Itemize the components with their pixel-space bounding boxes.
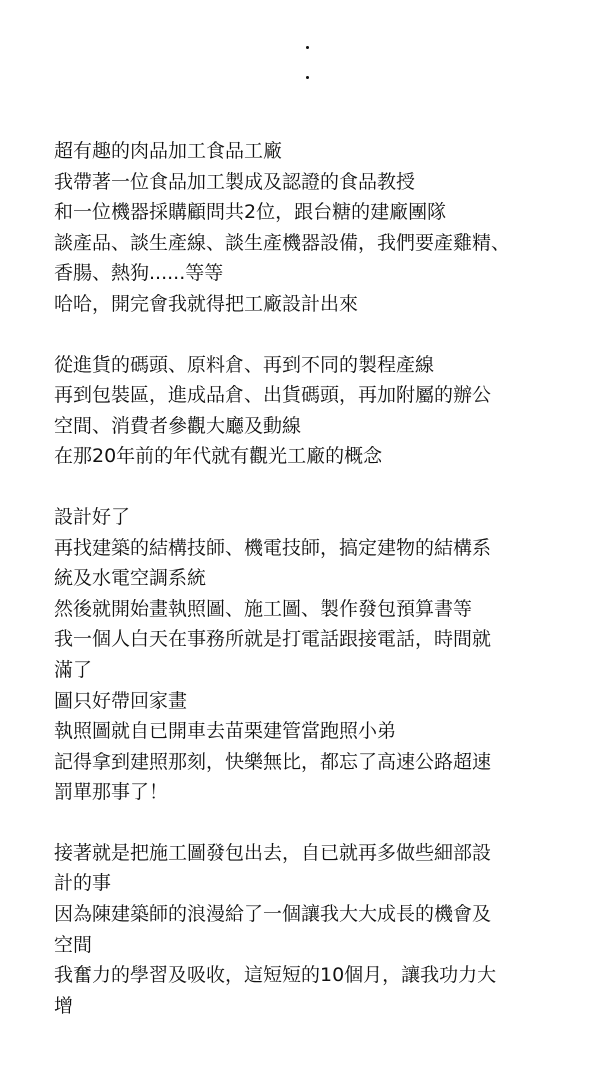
paragraph-2 xyxy=(54,350,574,472)
text-line: 增 xyxy=(54,994,74,1017)
text-line: 滿了 xyxy=(54,658,93,681)
paragraph-3 xyxy=(54,502,574,808)
text-line: 和一位機器採購顧問共2位，跟台糖的建廠團隊 xyxy=(54,201,447,224)
top-dots xyxy=(0,46,615,79)
text-line: 香腸、熱狗......等等 xyxy=(54,262,224,285)
article-body xyxy=(54,136,574,1051)
text-line: 再找建築的結構技師、機電技師，搞定建物的結構系 xyxy=(54,536,492,559)
text-line: 罰單那事了！ xyxy=(54,781,169,804)
text-line: 我奮力的學習及吸收，這短短的10個月，讓我功力大 xyxy=(54,964,497,987)
text-line: 記得拿到建照那刻，快樂無比，都忘了高速公路超速 xyxy=(54,750,492,773)
text-line: 統及水電空調系統 xyxy=(54,567,207,590)
paragraph-1 xyxy=(54,136,574,320)
text-line: 執照圖就自已開車去苗栗建管當跑照小弟 xyxy=(54,720,397,743)
text-line: 談產品、談生產線、談生產機器設備，我們要產雞精、 xyxy=(54,231,511,254)
text-line: 哈哈，開完會我就得把工廠設計出來 xyxy=(54,292,359,315)
text-line: 圖只好帶回家畫 xyxy=(54,689,188,712)
text-line: 在那20年前的年代就有觀光工廠的概念 xyxy=(54,445,383,468)
dot-separator xyxy=(306,46,309,49)
text-line: 計的事 xyxy=(54,872,112,895)
text-line: 超有趣的肉品加工食品工廠 xyxy=(54,140,283,162)
text-line: 空間、消費者參觀大廳及動線 xyxy=(54,414,302,437)
text-line: 設計好了 xyxy=(54,505,131,528)
text-line: 接著就是把施工圖發包出去，自已就再多做些細部設 xyxy=(54,841,492,864)
text-line: 因為陳建築師的浪漫給了一個讓我大大成長的機會及 xyxy=(54,903,492,926)
text-line: 我帶著一位食品加工製成及認證的食品教授 xyxy=(54,170,416,193)
text-line: 從進貨的碼頭、原料倉、再到不同的製程產線 xyxy=(54,353,435,376)
text-line: 再到包裝區，進成品倉、出貨碼頭，再加附屬的辦公 xyxy=(54,384,492,407)
text-line: 空間 xyxy=(54,933,93,956)
text-line: 我一個人白天在事務所就是打電話跟接電話，時間就 xyxy=(54,628,492,651)
text-line: 然後就開始畫執照圖、施工圖、製作發包預算書等 xyxy=(54,597,473,620)
dot-separator xyxy=(306,76,309,79)
paragraph-4 xyxy=(54,838,574,1022)
